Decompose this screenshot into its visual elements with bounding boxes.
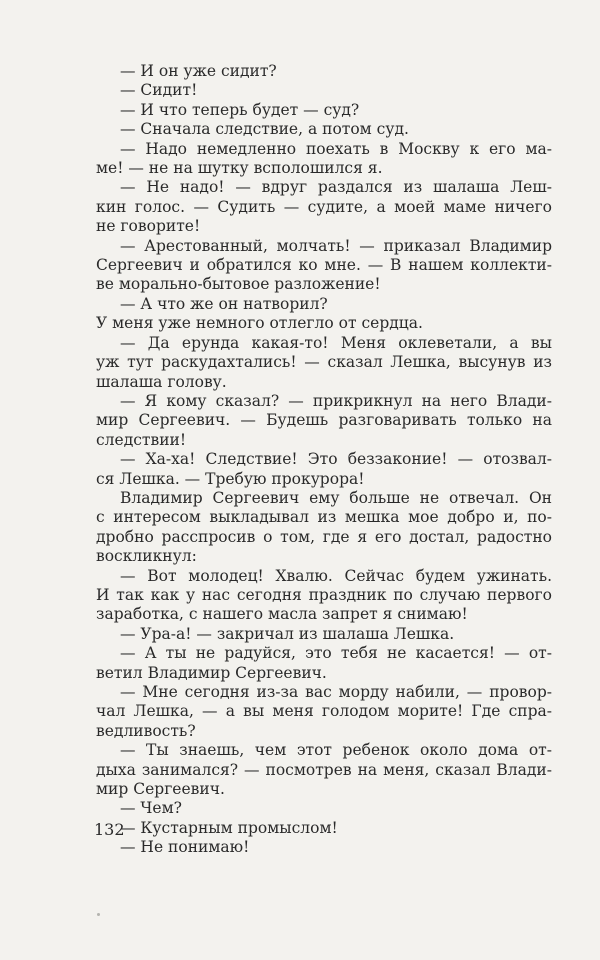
text-line: ведливость?: [96, 721, 196, 740]
text-line: — Да ерунда какая-то! Меня оклеветали, а вы: [120, 333, 552, 352]
text-line: — Чем?: [120, 799, 182, 818]
text-line: Сергеевич и обратился ко мне. — В нашем коллекти-: [96, 256, 552, 275]
text-line: Владимир Сергеевич ему больше не отвечал. Он: [120, 488, 552, 507]
text-line: У меня уже немного отлегло от сердца.: [96, 314, 423, 333]
text-line: с интересом выкладывал из мешка мое добро и, по-: [96, 508, 552, 527]
text-line: ветил Владимир Сергеевич.: [96, 663, 327, 682]
text-line: ве морально-бытовое разложение!: [96, 275, 381, 294]
page-number: 132: [94, 820, 125, 839]
text-line: — Арестованный, молчать! — приказал Владимир: [120, 236, 552, 255]
text-line: — И что теперь будет — суд?: [120, 100, 360, 119]
text-line: следствии!: [96, 430, 187, 449]
text-line: — Ты знаешь, чем этот ребенок около дома от-: [120, 741, 552, 760]
text-line: ся Лешка. — Требую прокурора!: [96, 469, 365, 488]
text-line: — Сидит!: [120, 81, 198, 100]
text-line: чал Лешка, — а вы меня голодом морите! Где спра-: [96, 702, 552, 721]
text-line: — И он уже сидит?: [120, 62, 277, 80]
text-line: дыха занимался? — посмотрев на меня, сказал Влади-: [96, 760, 552, 779]
text-line: — А что же он натворил?: [120, 294, 328, 313]
text-line: — Вот молодец! Хвалю. Сейчас будем ужинать.: [120, 566, 552, 585]
text-line: не говорите!: [96, 217, 201, 236]
text-line: шалаша голову.: [96, 372, 227, 391]
text-line: — Я кому сказал? — прикрикнул на него Влади-: [120, 391, 552, 410]
text-line: — А ты не радуйся, это тебя не касается! — от-: [120, 644, 552, 663]
paper-speck: [97, 913, 100, 916]
text-line: — Кустарным промыслом!: [120, 818, 338, 837]
text-line: заработка, с нашего масла запрет я снимаю!: [96, 605, 468, 624]
text-line: — Не надо! — вдруг раздался из шалаша Леш-: [120, 178, 552, 197]
text-line: — Мне сегодня из-за вас морду набили, — провор-: [120, 683, 552, 701]
text-line: дробно расспросив о том, где я его достал, радостно: [96, 527, 552, 546]
body-text: [96, 62, 552, 858]
text-line: кин голос. — Судить — судите, а моей маме ничего: [96, 197, 552, 216]
text-line: — Не понимаю!: [120, 838, 250, 857]
text-line: — Надо немедленно поехать в Москву к его ма-: [120, 139, 552, 158]
text-line: уж тут раскудахтались! — сказал Лешка, высунув из: [96, 353, 552, 372]
text-line: ме! — не на шутку всполошился я.: [96, 159, 383, 178]
text-line: И так как у нас сегодня праздник по случаю первого: [96, 585, 552, 604]
text-line: воскликнул:: [96, 547, 197, 566]
text-line: — Сначала следствие, а потом суд.: [120, 120, 409, 139]
text-line: — Ура-а! — закричал из шалаша Лешка.: [120, 624, 455, 643]
text-line: — Ха-ха! Следствие! Это беззаконие! — отозвал-: [120, 450, 552, 469]
text-line: мир Сергеевич. — Будешь разговаривать только на: [96, 411, 552, 430]
text-line: мир Сергеевич.: [96, 780, 225, 799]
